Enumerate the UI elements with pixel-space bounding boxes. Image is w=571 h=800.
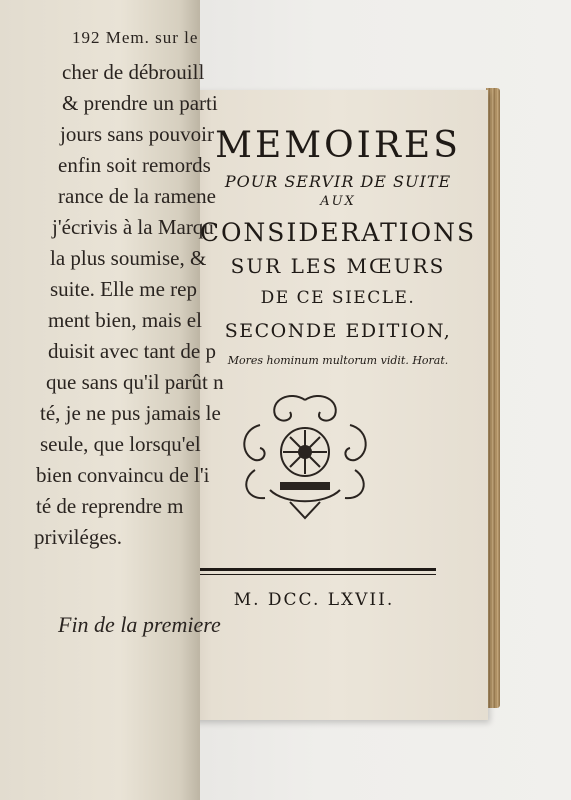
double-rule-thin <box>191 574 436 575</box>
text-line: suite. Elle me rep <box>50 277 197 301</box>
subtitle-moeurs: SUR LES MŒURS <box>230 254 446 278</box>
publication-date: M. DCC. LXVII. <box>233 590 395 610</box>
text-line: rance de la ramene <box>58 184 216 208</box>
text-line: té, je ne pus jamais le <box>40 401 221 425</box>
text-line: j'écrivis à la Marqu <box>52 215 214 239</box>
subtitle-line: POUR SERVIR DE SUITE <box>224 172 452 191</box>
subtitle-siecle: DE CE SIECLE. <box>260 288 416 308</box>
ornament-vignette-icon <box>230 390 380 525</box>
book-title: MEMOIRES <box>215 125 461 166</box>
subtitle-considerations: CONSIDERATIONS <box>199 218 477 247</box>
page-block-edge <box>486 88 500 708</box>
subtitle-line-aux: AUX <box>320 194 356 209</box>
text-line: la plus soumise, & <box>50 246 207 270</box>
chapter-end-line: Fin de la premiere <box>58 612 221 637</box>
title-page <box>188 90 488 720</box>
page-header: 192 Mem. sur le <box>72 28 199 47</box>
text-line: que sans qu'il parût n <box>46 370 224 394</box>
text-line: jours sans pouvoir <box>60 122 214 146</box>
epigraph: Mores hominum multorum vidit. Horat. <box>227 354 449 367</box>
text-line: enfin soit remords <box>58 153 211 177</box>
text-line: cher de débrouill <box>62 60 205 84</box>
text-line: & prendre un parti <box>62 91 218 115</box>
double-rule-thick <box>191 568 436 571</box>
edition-label: SECONDE EDITION, <box>224 320 452 342</box>
text-line: ment bien, mais el <box>48 308 202 332</box>
left-page <box>0 0 224 800</box>
text-line: seule, que lorsqu'el <box>40 432 201 456</box>
text-line: té de reprendre m <box>36 494 184 518</box>
text-line: priviléges. <box>34 525 123 549</box>
text-line: duisit avec tant de p <box>48 339 216 363</box>
text-line: bien convaincu de l'i <box>36 463 210 487</box>
